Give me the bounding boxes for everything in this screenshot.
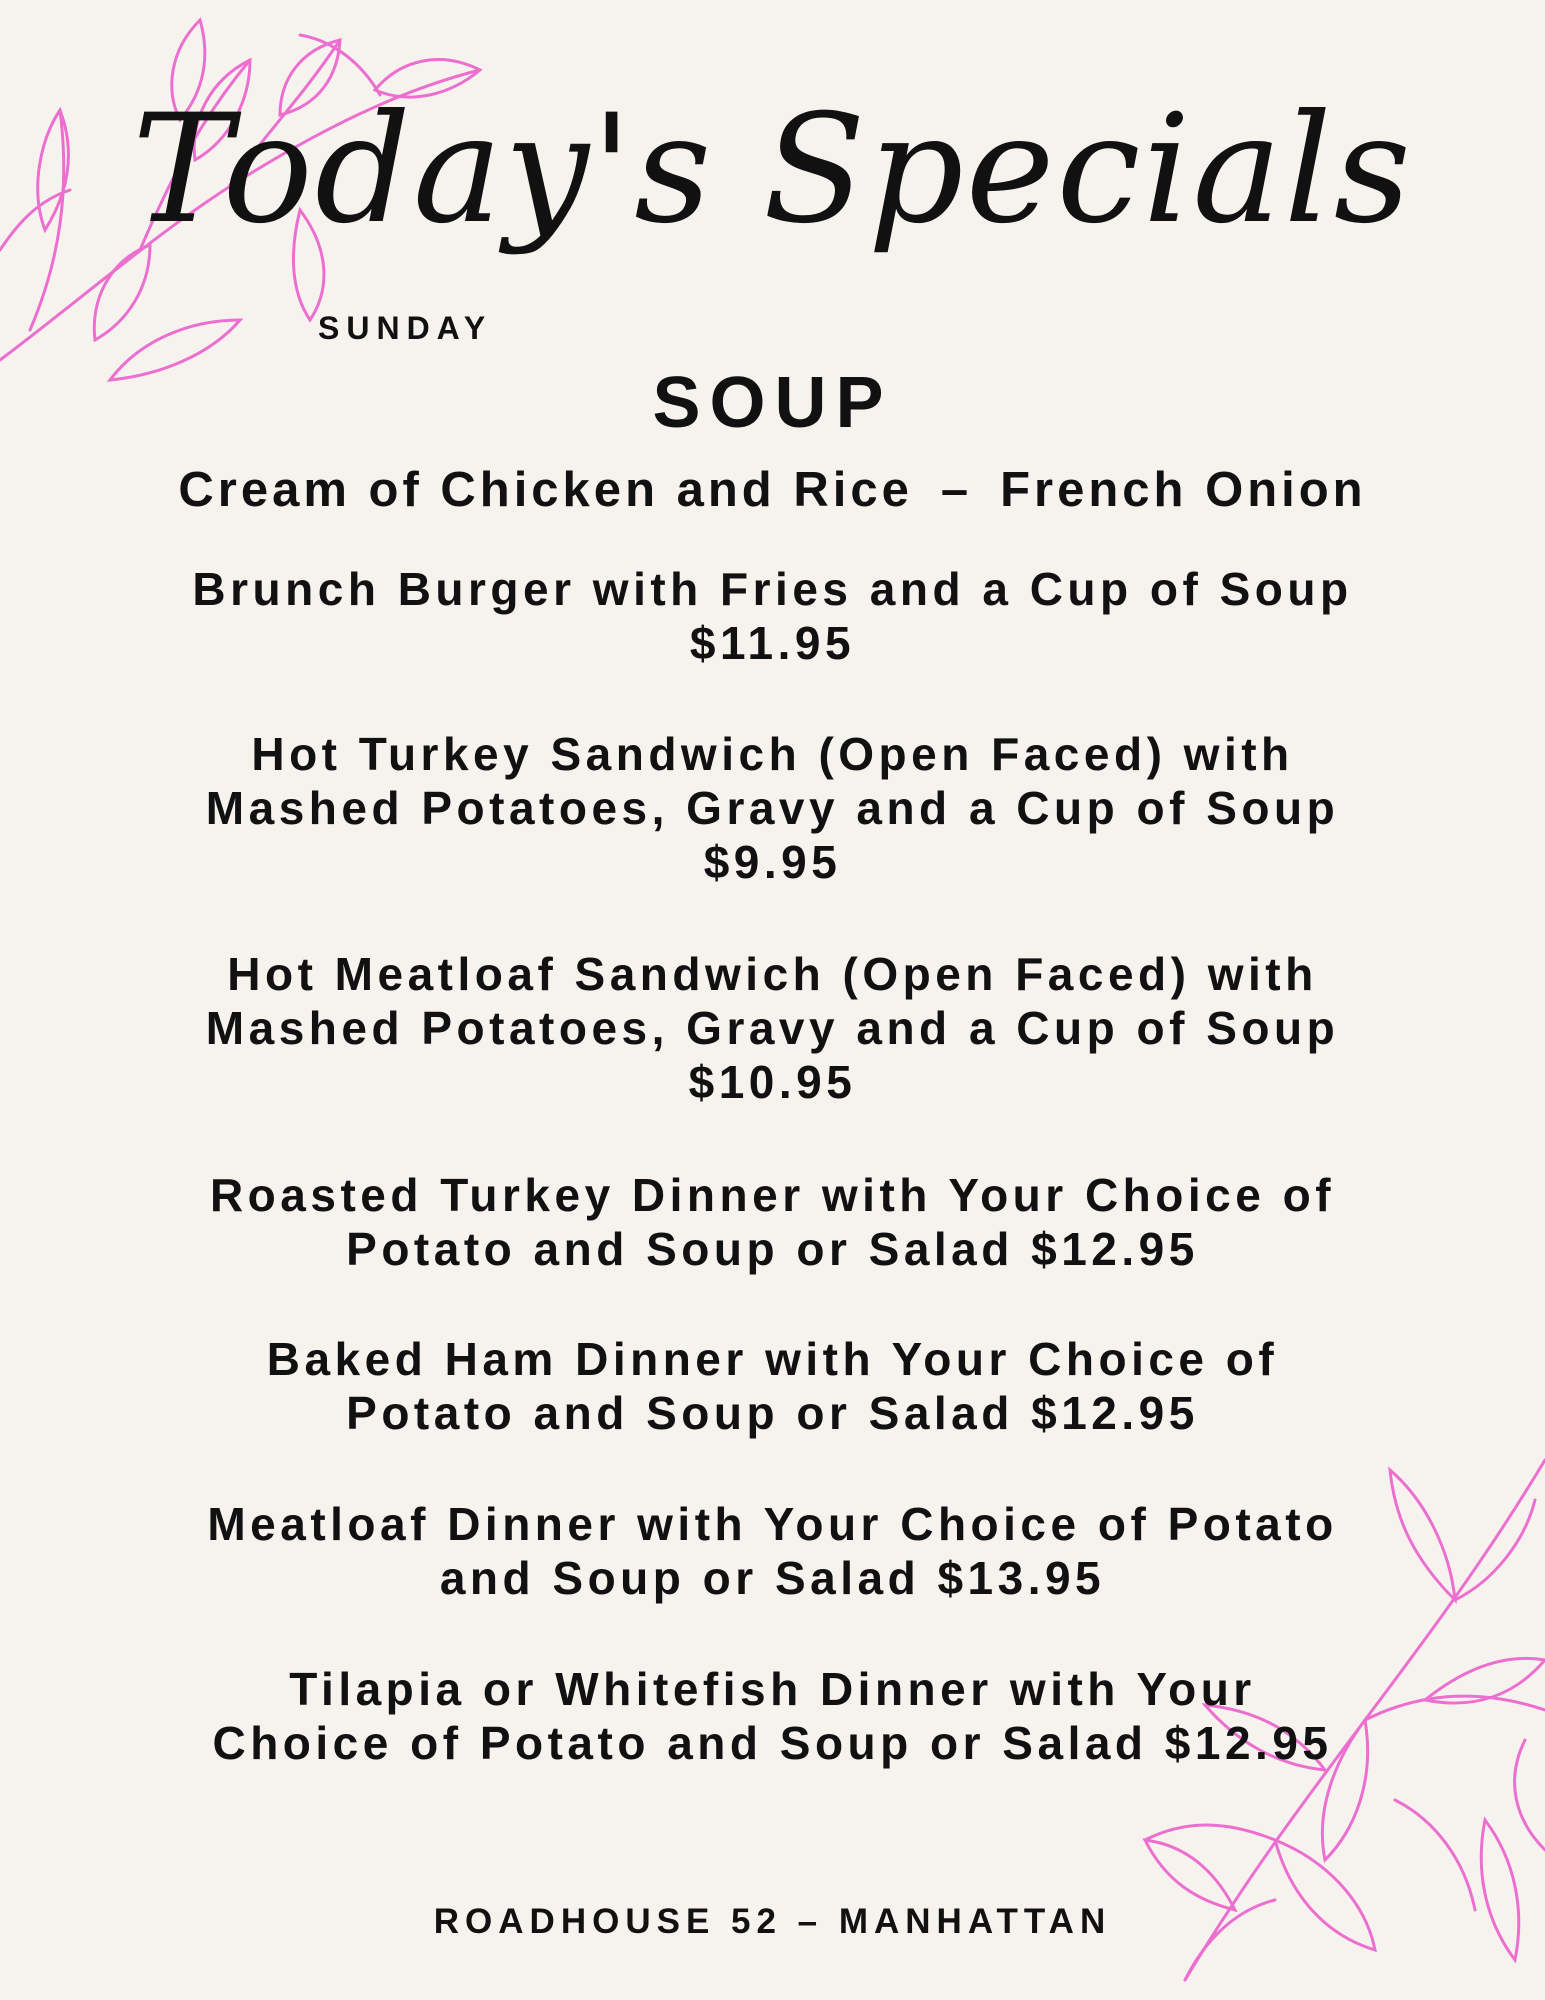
soup-separator: – [940, 463, 973, 517]
soup-list [0, 462, 1545, 518]
menu-item-line: Potato and Soup or Salad $12.95 [346, 1223, 1199, 1275]
menu-item-line: Choice of Potato and Soup or Salad $12.95 [212, 1717, 1333, 1769]
menu-item-line: Hot Turkey Sandwich (Open Faced) with [251, 728, 1294, 780]
page-title: Today's Specials [132, 83, 1413, 257]
menu-item-line: Mashed Potatoes, Gravy and a Cup of Soup [205, 782, 1340, 834]
menu-item-baked-ham-dinner [60, 1332, 1485, 1440]
menu-item-meatloaf-dinner [60, 1497, 1485, 1605]
menu-item-brunch-burger [60, 562, 1485, 670]
soup-item: French Onion [1000, 463, 1367, 517]
menu-item-roasted-turkey-dinner [60, 1168, 1485, 1276]
menu-item-line: Tilapia or Whitefish Dinner with Your [289, 1663, 1256, 1715]
menu-item-price: $9.95 [703, 836, 842, 888]
menu-item-line: Potato and Soup or Salad $12.95 [346, 1387, 1199, 1439]
menu-item-price: $10.95 [688, 1056, 857, 1108]
menu-item-line: and Soup or Salad $13.95 [439, 1552, 1106, 1604]
soup-item: Cream of Chicken and Rice [178, 463, 913, 517]
menu-item-line: Baked Ham Dinner with Your Choice of [266, 1333, 1279, 1385]
menu-item-line: Meatloaf Dinner with Your Choice of Potato [207, 1498, 1338, 1550]
day-label: SUNDAY [318, 310, 493, 346]
soup-heading: SOUP [652, 363, 893, 443]
restaurant-footer: ROADHOUSE 52 – MANHATTAN [433, 1902, 1112, 1941]
menu-item-hot-turkey-sandwich [60, 727, 1485, 889]
menu-item-line: Brunch Burger with Fries and a Cup of Soup [192, 563, 1353, 615]
menu-item-hot-meatloaf-sandwich [60, 947, 1485, 1109]
menu-item-line: Mashed Potatoes, Gravy and a Cup of Soup [205, 1002, 1340, 1054]
menu-item-tilapia-whitefish-dinner [60, 1662, 1485, 1770]
menu-item-line: Hot Meatloaf Sandwich (Open Faced) with [227, 948, 1318, 1000]
menu-item-line: Roasted Turkey Dinner with Your Choice of [209, 1169, 1336, 1221]
menu-item-price: $11.95 [689, 617, 856, 669]
